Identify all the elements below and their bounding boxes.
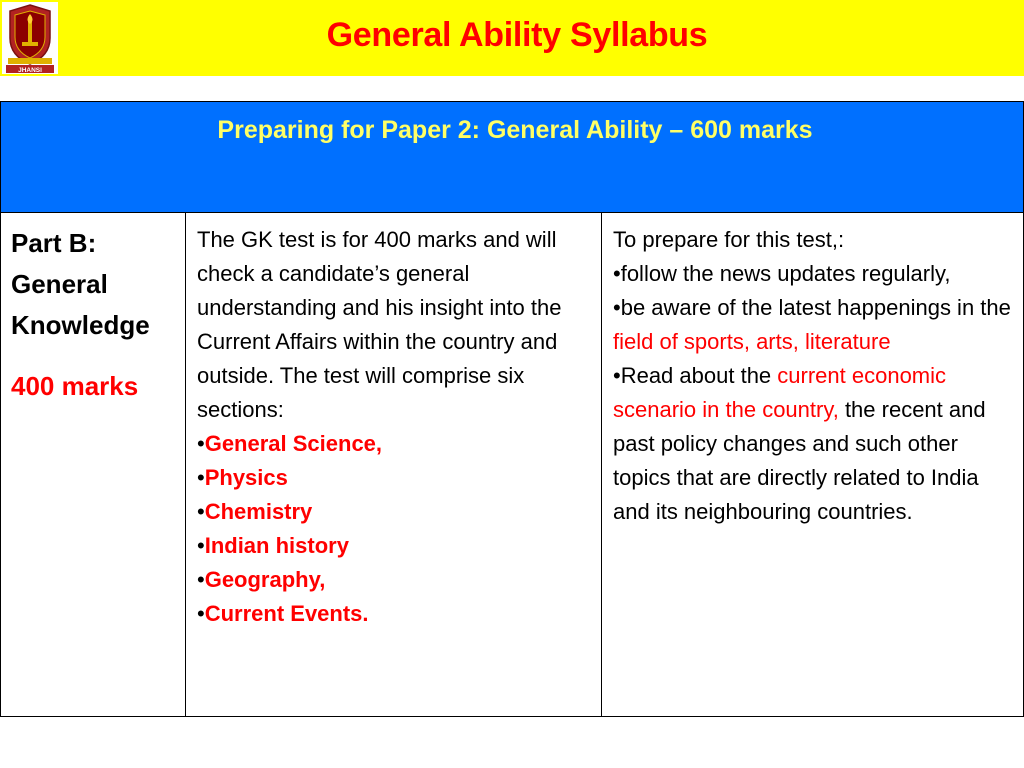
logo-text: JHANSI bbox=[18, 67, 42, 74]
description-intro: The GK test is for 400 marks and will check a candidate’s general understanding and his insight into the Current Affairs within the country and outside. The test will comprise six sections: bbox=[197, 227, 562, 422]
part-cell bbox=[1, 213, 186, 717]
tip-text: the recent and past policy changes and such other topics that are directly related to India and its neighbouring countries. bbox=[613, 397, 986, 524]
bullet-icon: • bbox=[197, 431, 205, 456]
section-list-item bbox=[197, 563, 591, 597]
bullet-icon: • bbox=[197, 533, 205, 558]
section-name: Physics bbox=[204, 465, 288, 490]
section-list-item bbox=[197, 495, 591, 529]
tip-text: Read about the bbox=[620, 363, 778, 388]
banner-cell bbox=[1, 102, 1024, 213]
part-marks: 400 marks bbox=[11, 371, 139, 401]
section-name: General Science, bbox=[204, 431, 383, 456]
tip-highlight: field of sports, arts, literature bbox=[613, 329, 891, 354]
content-row bbox=[1, 213, 1024, 717]
bullet-icon: • bbox=[613, 261, 621, 286]
part-label-line: Knowledge bbox=[11, 310, 150, 340]
section-name: Indian history bbox=[204, 533, 349, 558]
section-name: Geography, bbox=[204, 567, 326, 592]
bullet-icon: • bbox=[197, 465, 205, 490]
section-name: Chemistry bbox=[204, 499, 313, 524]
banner-heading: Preparing for Paper 2: General Ability – 600 marks bbox=[217, 116, 813, 144]
preparation-tip bbox=[613, 291, 1013, 359]
description-cell bbox=[186, 213, 602, 717]
section-list-item bbox=[197, 461, 591, 495]
preparation-intro: To prepare for this test,: bbox=[613, 227, 845, 252]
tip-highlight: current economic scenario in the country, bbox=[613, 363, 947, 422]
bullet-icon: • bbox=[613, 295, 621, 320]
tip-text: be aware of the latest happenings in the bbox=[620, 295, 1011, 320]
section-list-item bbox=[197, 529, 591, 563]
part-label bbox=[11, 223, 175, 346]
section-name: Current Events. bbox=[204, 601, 369, 626]
banner-row bbox=[1, 102, 1024, 213]
preparation-tip bbox=[613, 359, 1013, 529]
section-list-item bbox=[197, 427, 591, 461]
page-title: General Ability Syllabus bbox=[326, 16, 708, 54]
section-list-item bbox=[197, 597, 591, 631]
bullet-icon: • bbox=[613, 363, 621, 388]
syllabus-table bbox=[0, 101, 1024, 717]
tip-text: follow the news updates regularly, bbox=[620, 261, 951, 286]
bullet-icon: • bbox=[197, 601, 205, 626]
bullet-icon: • bbox=[197, 499, 205, 524]
part-label-line: General bbox=[11, 269, 108, 299]
preparation-tip bbox=[613, 257, 1013, 291]
bullet-icon: • bbox=[197, 567, 205, 592]
part-label-line: Part B: bbox=[11, 228, 97, 258]
preparation-cell bbox=[602, 213, 1024, 717]
